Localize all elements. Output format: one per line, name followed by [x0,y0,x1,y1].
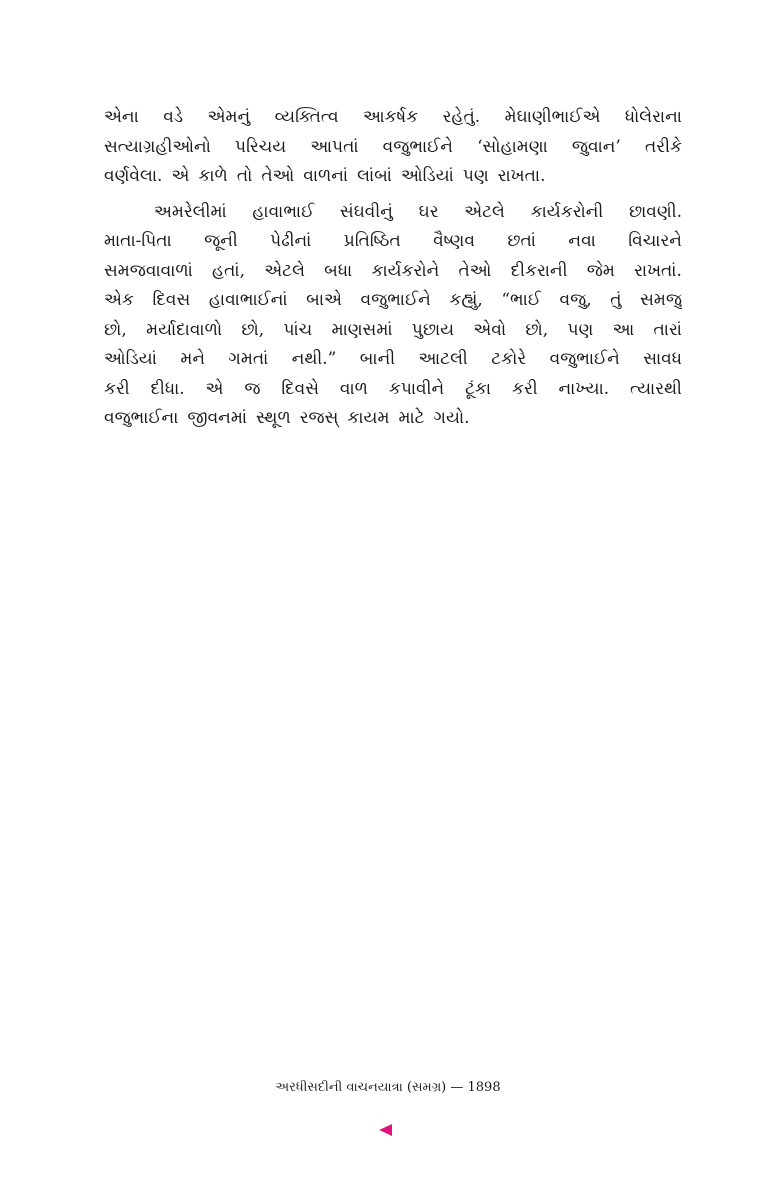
paragraph [104,198,682,434]
text-line: સમજવાવાળાં હતાં, એટલે બધા કાર્યકરોને તેઓ દીકરાની જેમ રાખતાં. [104,260,682,281]
text-line: એક દિવસ હાવાભાઈનાં બાએ વજુભાઈને કહ્યું, “ભાઈ વજુ, તું સમજુ [104,290,682,310]
body-text [104,103,682,434]
text-line: કરી દીધા. એ જ દિવસે વાળ કપાવીને ટૂંકા કરી નાખ્યા. ત્યારથી [104,378,682,399]
paragraph [104,103,682,192]
text-line: છો, મર્યાદાવાળો છો, પાંચ માણસમાં પુછાય એવો છો, પણ આ તારાં [104,319,682,340]
page-footer: અરધીસદીની વાચનયાત્રા (સમગ્ર) — 1898 [275,1080,501,1095]
text-line: વજુભાઈના જીવનમાં સ્થૂળ રજસ્ કાયમ માટે ગયો. [104,408,470,428]
text-line: સત્યાગ્રહીઓનો પરિચય આપતાં વજુભાઈને ‘સોહામણા જુવાન’ તરીકે [104,136,682,157]
text-line: ઓડિયાં મને ગમતાં નથી.” બાની આટલી ટકોરે વજુભાઈને સાવધ [104,349,682,369]
text-line: અમરેલીમાં હાવાભાઈ સંઘવીનું ઘર એટલે કાર્યકરોની છાવણી. [154,201,682,222]
text-line: માતા-પિતા જૂની પેઢીનાં પ્રતિષ્ઠિત વૈષ્ણવ છતાં નવા વિચારને [104,231,682,251]
previous-page-icon[interactable] [379,1124,392,1136]
text-line: વર્ણવેલા. એ કાળે તો તેઓ વાળનાં લાંબાં ઓડિયાં પણ રાખતા. [104,166,546,186]
text-line: એના વડે એમનું વ્યક્તિત્વ આકર્ષક રહેતું. મેઘાણીભાઈએ ધોલેરાના [104,107,682,127]
